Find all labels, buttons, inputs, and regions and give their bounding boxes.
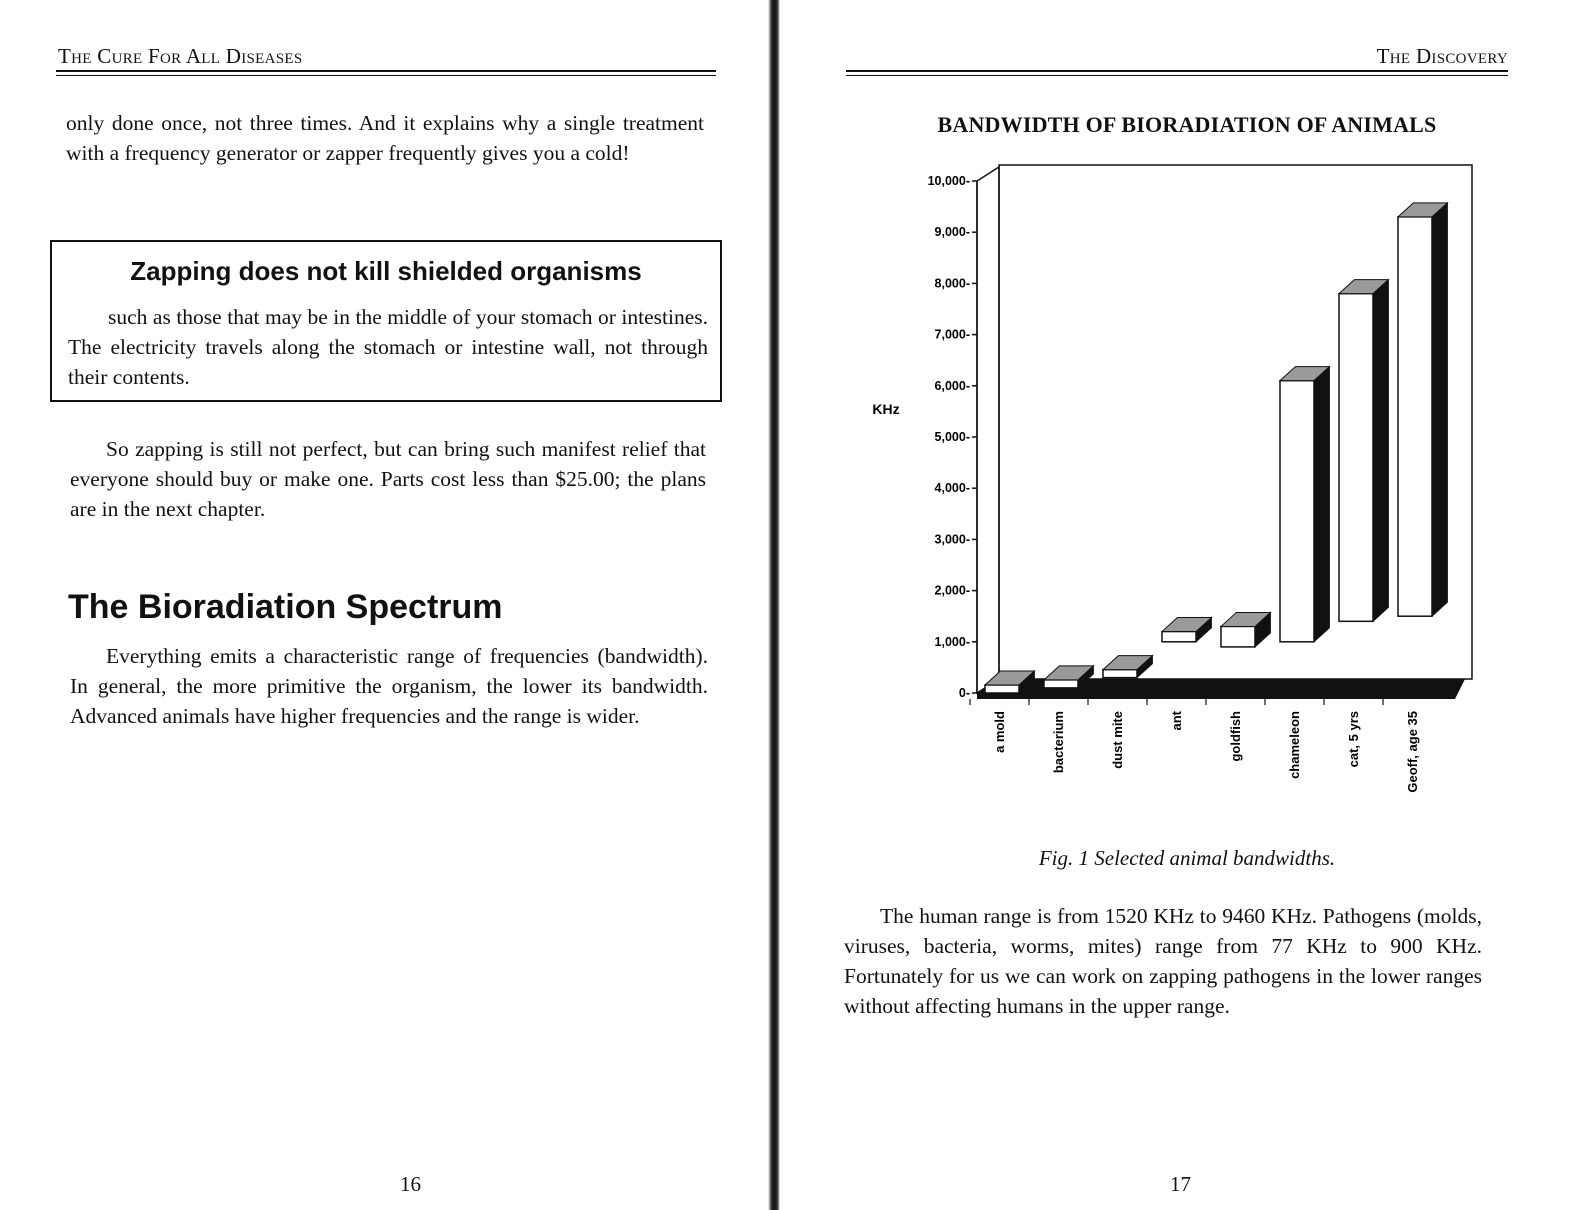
y-tick-label: 6,000- — [934, 378, 970, 393]
running-head: The Cure For All Diseases — [58, 44, 303, 68]
y-axis-label: KHz — [872, 401, 900, 417]
bar-side — [1432, 203, 1447, 616]
y-tick-label: 0- — [958, 686, 970, 700]
header-rule-thin — [56, 75, 716, 76]
y-tick-label: 3,000- — [934, 532, 970, 547]
category-label: dust mite — [1110, 711, 1125, 769]
chart-left-wall — [977, 167, 999, 693]
figure-caption: Fig. 1 Selected animal bandwidths. — [1038, 846, 1336, 870]
callout-title: Zapping does not kill shielded organisms — [130, 256, 642, 286]
bar-front — [1044, 680, 1078, 688]
left-page — [0, 0, 770, 1210]
bar-front — [985, 685, 1019, 693]
page-number: 16 — [400, 1172, 421, 1196]
paragraph: only done once, not three times. And it explains why a single treatment with a frequency generator or zapper frequently gives you a cold! — [66, 111, 704, 165]
running-head: The Discovery — [1376, 44, 1508, 68]
bar-side — [1373, 280, 1388, 622]
bar-front — [1398, 217, 1432, 616]
bar-front — [1280, 381, 1314, 642]
y-tick-label: 10,000- — [927, 174, 970, 188]
y-tick-label: 9,000- — [934, 225, 970, 240]
paragraph: So zapping is still not perfect, but can bring such manifest relief that everyone should buy or make one. Parts cost less than $25.00; the plans are in the next chapter. — [70, 437, 706, 521]
chart-title: BANDWIDTH OF BIORADIATION OF ANIMALS — [937, 112, 1437, 137]
category-label: cat, 5 yrs — [1346, 711, 1361, 768]
paragraph: The human range is from 1520 KHz to 9460 KHz. Pathogens (molds, viruses, bacteria, worms, mites) range from 77 KHz to 900 KHz. Fortunately for us we can work on zapping pathogens in the lower ranges without affecting humans in the upper range. — [844, 904, 1482, 1018]
category-label: ant — [1169, 711, 1184, 731]
y-tick-label: 8,000- — [934, 276, 970, 291]
category-label: bacterium — [1051, 711, 1066, 774]
paragraph: Everything emits a characteristic range of frequencies (bandwidth). In general, the more primitive the organism, the lower its bandwidth. Advanced animals have higher frequencies and the range is wider. — [70, 644, 708, 728]
y-tick-label: 4,000- — [934, 481, 970, 496]
category-label: chameleon — [1287, 711, 1302, 779]
right-page — [790, 0, 1584, 1210]
category-label: Geoff, age 35 — [1405, 711, 1420, 793]
y-tick-label: 1,000- — [934, 634, 970, 649]
category-label: a mold — [992, 711, 1007, 753]
bar-front — [1339, 294, 1373, 622]
bar-front — [1162, 632, 1196, 642]
category-label: goldfish — [1228, 711, 1243, 762]
y-tick-label: 5,000- — [934, 430, 970, 444]
bandwidth-chart — [790, 0, 1584, 840]
y-tick-label: 7,000- — [934, 327, 970, 342]
bar-front — [1221, 626, 1255, 646]
bar-side — [1314, 367, 1329, 642]
page-number: 17 — [1170, 1172, 1191, 1196]
header-rule — [56, 70, 716, 72]
bar-front — [1103, 670, 1137, 678]
section-heading: The Bioradiation Spectrum — [68, 588, 503, 626]
y-tick-label: 2,000- — [934, 583, 970, 598]
callout-box — [50, 240, 722, 402]
callout-body: such as those that may be in the middle of your stomach or intestines. The electricity travels along the stomach or intestine wall, not through their contents. — [68, 305, 708, 389]
